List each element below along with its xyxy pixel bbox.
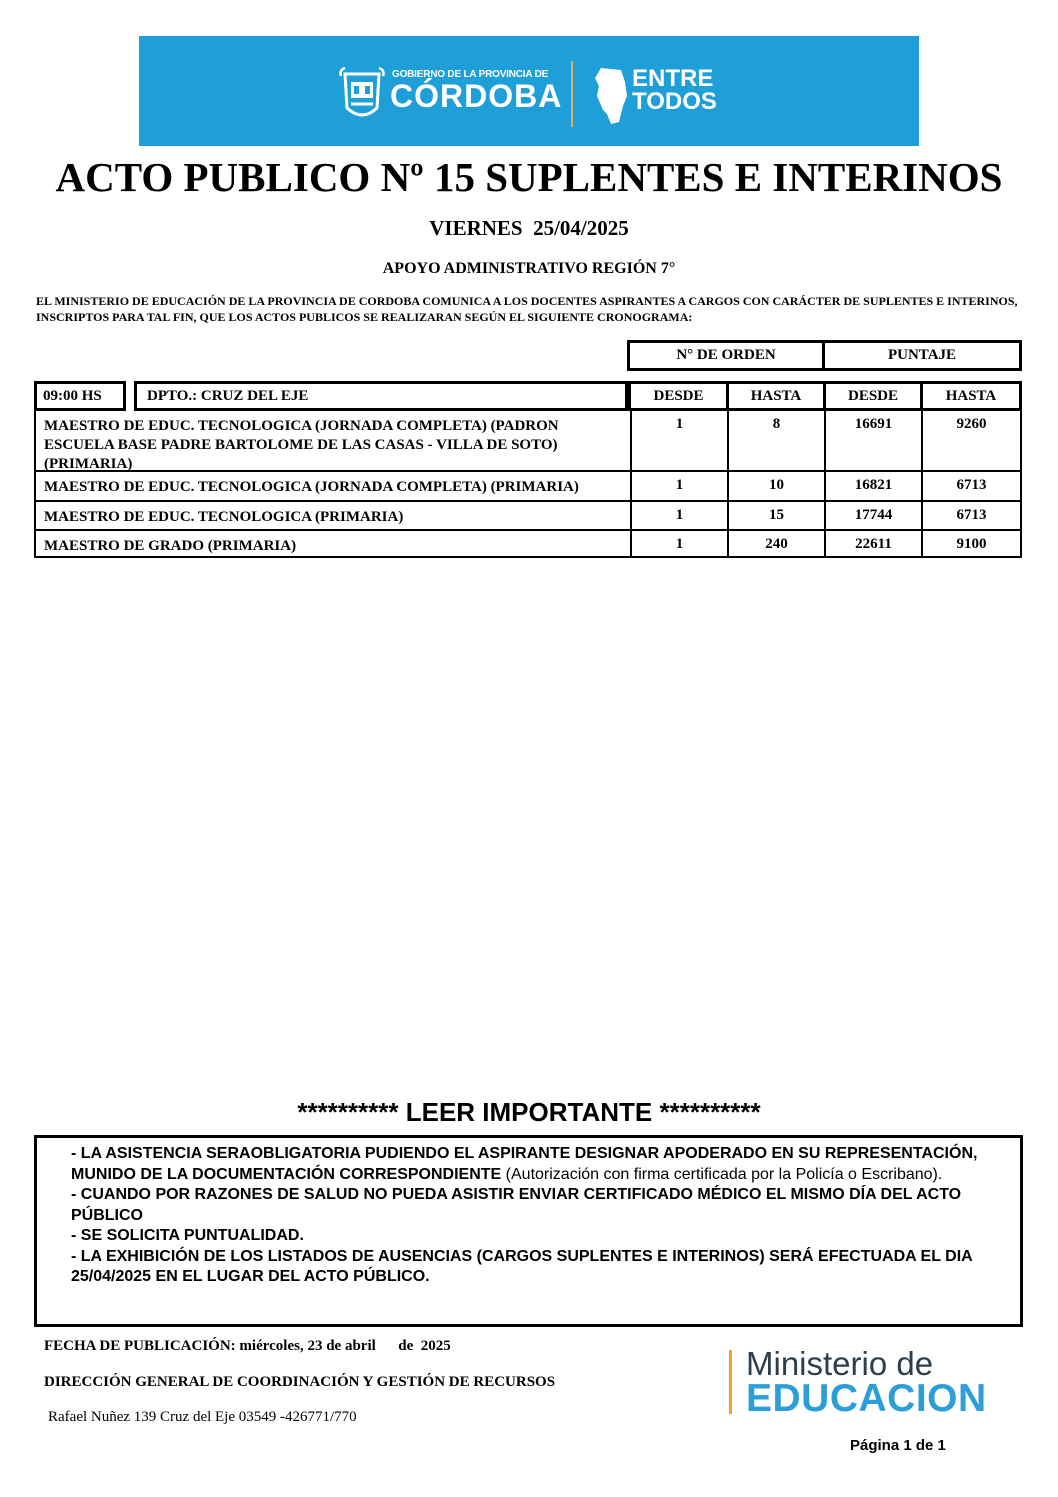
province-name: CÓRDOBA [390,78,563,114]
row-orden-desde: 1 [630,472,727,500]
row-puntaje-hasta: 6713 [921,472,1020,500]
important-notice [34,1135,1023,1327]
page-number: Página 1 de 1 [850,1437,946,1454]
notice-item-attendance [71,1144,1010,1185]
region-label: APOYO ADMINISTRATIVO REGIÓN 7° [382,260,676,277]
banner-divider [571,61,573,127]
row-puntaje-desde: 17744 [824,502,921,529]
province-map-icon [591,66,631,126]
row-description: MAESTRO DE EDUC. TECNOLOGICA (JORNADA COMPLETA) (PRIMARIA) [44,479,579,495]
table-row [34,472,1022,502]
row-puntaje-hasta: 9100 [921,531,1020,556]
row-orden-hasta: 8 [727,411,824,470]
row-orden-hasta: 15 [727,502,824,529]
publication-date: FECHA DE PUBLICACIÓN: miércoles, 23 de abril de 2025 [44,1338,451,1354]
contact-address: Rafael Nuñez 139 Cruz del Eje 03549 -426771/770 [48,1409,357,1425]
slogan [632,67,717,113]
row-orden-desde: 1 [630,531,727,556]
ministry-logo-line-1: Ministerio de [746,1345,934,1382]
row-puntaje-desde: 22611 [824,531,921,556]
puntaje-group-header: PUNTAJE [825,340,1022,371]
page-title: ACTO PUBLICO Nº 15 SUPLENTES E INTERINOS [55,154,1003,200]
slogan-line-1: ENTRE [632,65,714,92]
col-puntaje-hasta: HASTA [920,381,1022,411]
row-puntaje-desde: 16691 [824,411,921,470]
col-orden-hasta: HASTA [726,381,826,411]
row-orden-desde: 1 [630,411,727,470]
row-orden-hasta: 240 [727,531,824,556]
orden-group-header: N° DE ORDEN [627,340,825,371]
ministry-logo-line-2: EDUCACION [746,1377,987,1420]
cordoba-seal-icon [337,64,387,124]
table-row [34,502,1022,531]
government-label: GOBIERNO DE LA PROVINCIA DE [392,69,549,80]
col-orden-desde: DESDE [628,381,729,411]
row-puntaje-hasta: 9260 [921,411,1020,470]
ministry-logo-bar [729,1350,732,1414]
notice-item-punctuality: - SE SOLICITA PUNTUALIDAD. [71,1227,304,1244]
notice-item-health: - CUANDO POR RAZONES DE SALUD NO PUEDA ASISTIR ENVIAR CERTIFICADO MÉDICO EL MISMO DÍA DEL ACTO PÚBLICO [71,1186,962,1224]
row-description: MAESTRO DE EDUC. TECNOLOGICA (PRIMARIA) [44,509,404,525]
row-puntaje-hasta: 6713 [921,502,1020,529]
header-banner [139,36,919,146]
department-label: DPTO.: CRUZ DEL EJE [134,381,628,411]
slogan-line-2: TODOS [632,88,717,115]
notice-item-lists: - LA EXHIBICIÓN DE LOS LISTADOS DE AUSENCIAS (CARGOS SUPLENTES E INTERINOS) SERÁ EFECTUADA EL DIA 25/04/2025 EN EL LUGAR DEL ACTO PÚBLICO. [71,1247,973,1285]
notice-item-attendance-text: - LA ASISTENCIA SERAOBLIGATORIA PUDIENDO EL ASPIRANTE DESIGNAR APODERADO EN SU REPRESENTACIÓN, MUNIDO DE LA DOCUMENTACIÓN CORRESPONDIENTE [71,1145,978,1183]
table-row [34,411,1022,472]
row-puntaje-desde: 16821 [824,472,921,500]
notice-item-attendance-note: (Autorización con firma certificada por la Policía o Escribano). [501,1165,943,1183]
time-label: 09:00 HS [34,381,126,411]
table-row [34,531,1022,558]
row-orden-desde: 1 [630,502,727,529]
direction-name: DIRECCIÓN GENERAL DE COORDINACIÓN Y GESTIÓN DE RECURSOS [44,1374,556,1390]
intro-paragraph: EL MINISTERIO DE EDUCACIÓN DE LA PROVINCIA DE CORDOBA COMUNICA A LOS DOCENTES ASPIRANTES A CARGOS CON CARÁCTER DE SUPLENTES E INTERINOS, INSCRIPTOS PARA TAL FIN, QUE LOS ACTOS PUBLICOS SE REALIZARAN SEGÚN EL SIGUIENTE CRONOGRAMA: [36,294,1018,324]
row-description: MAESTRO DE GRADO (PRIMARIA) [44,538,297,554]
col-puntaje-desde: DESDE [823,381,923,411]
date-line: VIERNES 25/04/2025 [429,216,629,240]
row-orden-hasta: 10 [727,472,824,500]
important-heading: ********** LEER IMPORTANTE ********** [297,1097,761,1127]
row-description: MAESTRO DE EDUC. TECNOLOGICA (JORNADA COMPLETA) (PADRON ESCUELA BASE PADRE BARTOLOME DE LAS CASAS - VILLA DE SOTO) (PRIMARIA) [44,418,559,472]
